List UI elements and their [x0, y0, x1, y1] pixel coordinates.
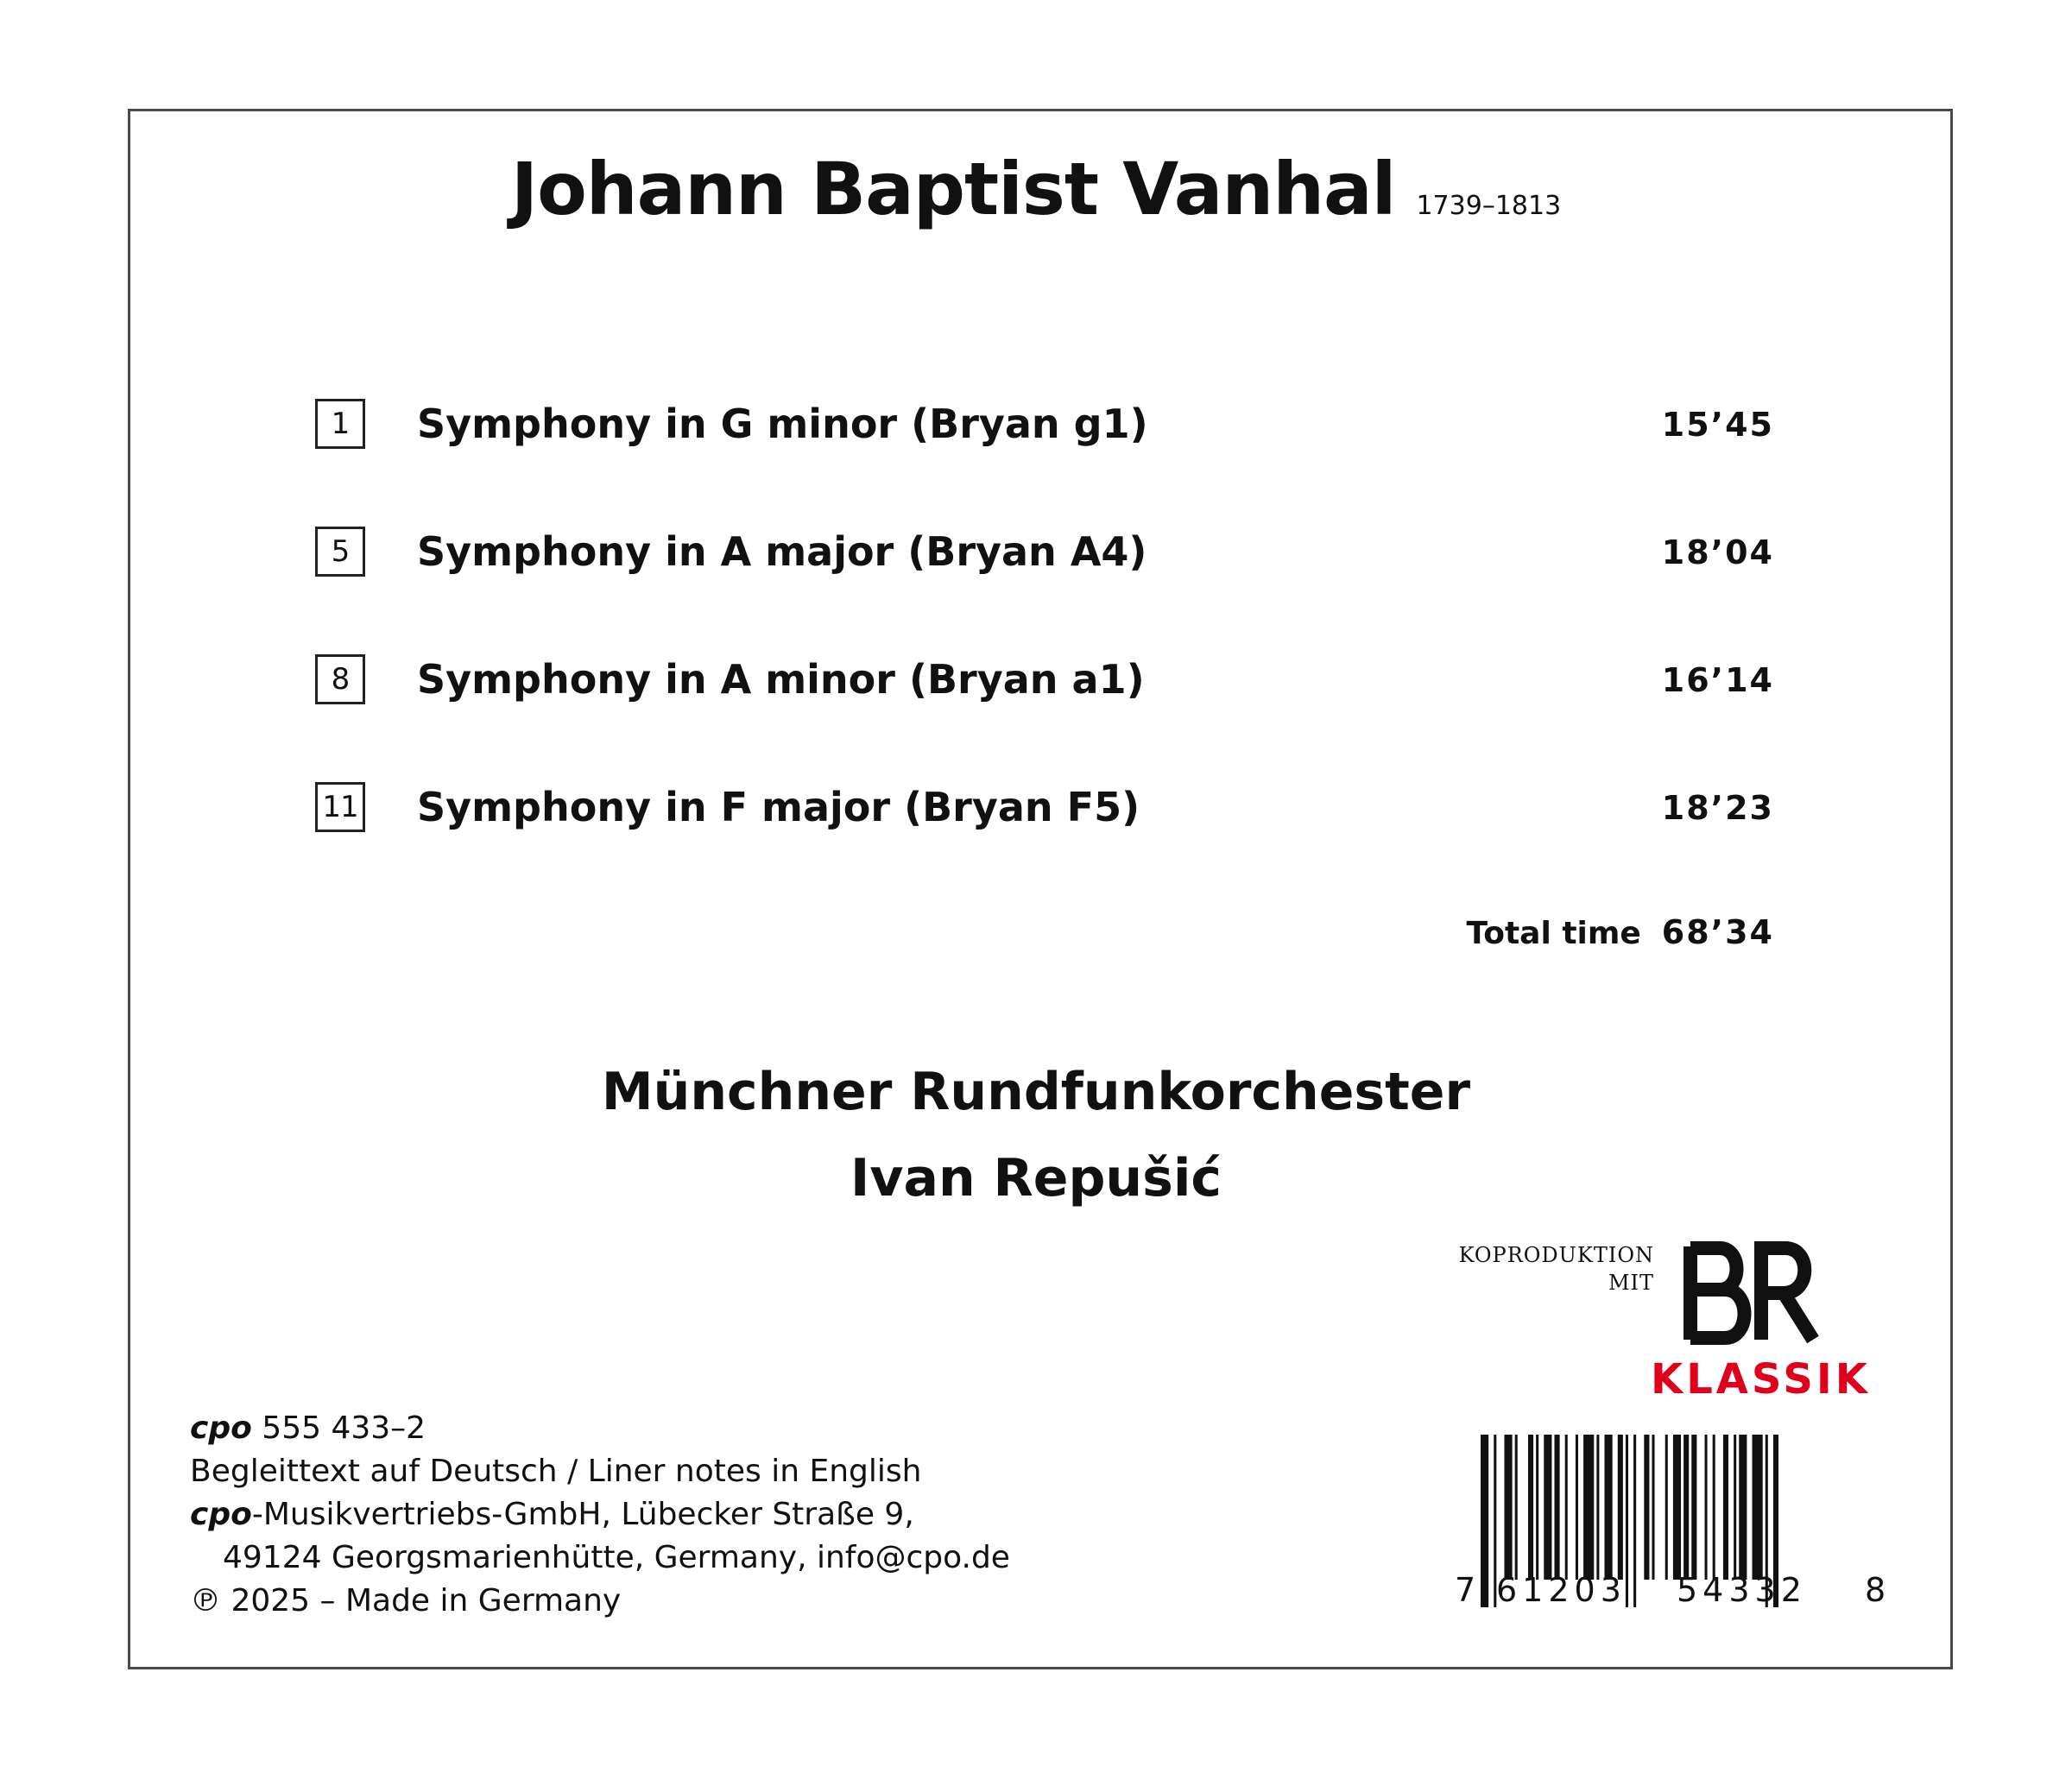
barcode-digits: 54332 [1677, 1571, 1807, 1609]
barcode-bar [1705, 1435, 1708, 1580]
track-duration: 18’04 [1661, 533, 1774, 571]
barcode-bar [1734, 1435, 1736, 1580]
copyright-line: ℗ 2025 – Made in Germany [190, 1583, 622, 1618]
track-title: Symphony in A minor (Bryan a1) [417, 656, 1145, 703]
barcode-digit: 7 [1455, 1571, 1481, 1609]
company-address: -Musikvertriebs-GmbH, Lübecker Straße 9, [251, 1497, 914, 1532]
barcode-digits: 61203 [1496, 1571, 1627, 1609]
barcode-bar [1691, 1435, 1696, 1580]
barcode-bar [1605, 1435, 1613, 1580]
track-title: Symphony in F major (Bryan F5) [417, 784, 1140, 830]
coproduction-label [1416, 1241, 1654, 1297]
barcode-bar [1528, 1435, 1533, 1580]
composer-name: Johann Baptist Vanhal [510, 147, 1396, 231]
barcode-bar [1583, 1435, 1594, 1580]
track-row [315, 527, 1774, 582]
track-number: 8 [315, 654, 365, 704]
track-row [315, 782, 1774, 837]
br-logo-icon [1682, 1241, 1820, 1345]
total-time [1466, 913, 1774, 951]
catalog-number: 555 433–2 [262, 1410, 426, 1446]
track-title: Symphony in G minor (Bryan g1) [417, 401, 1148, 447]
barcode-bar [1576, 1435, 1578, 1580]
barcode-bar [1554, 1435, 1559, 1580]
cpo-brand: cpo [190, 1410, 252, 1446]
barcode-bar [1536, 1435, 1538, 1580]
catalog-line [190, 1407, 1010, 1450]
track-duration: 15’45 [1661, 406, 1774, 444]
barcode-bar [1665, 1435, 1668, 1580]
barcode-bar [1544, 1435, 1551, 1580]
track-number: 11 [315, 782, 365, 832]
total-time-value: 68’34 [1661, 913, 1774, 951]
track-duration: 18’23 [1661, 789, 1774, 827]
track-number: 5 [315, 527, 365, 577]
cpo-brand: cpo [190, 1497, 252, 1532]
barcode-bar [1723, 1435, 1728, 1580]
barcode-bar [1644, 1435, 1649, 1580]
barcode-bar [1684, 1435, 1689, 1580]
barcode-bar [1481, 1435, 1488, 1607]
barcode-bar [1596, 1435, 1599, 1580]
barcode-bar [1752, 1435, 1762, 1580]
barcode-bar [1515, 1435, 1518, 1580]
track-row [315, 399, 1774, 454]
barcode-bar [1618, 1435, 1623, 1580]
barcode-bar [1565, 1435, 1568, 1580]
track-duration: 16’14 [1661, 661, 1774, 699]
barcode-digit: 8 [1865, 1571, 1892, 1609]
coproduction-line1: KOPRODUKTION [1458, 1243, 1654, 1267]
barcode-bar [1652, 1435, 1654, 1580]
title-row [0, 147, 2072, 231]
barcode-bar [1739, 1435, 1747, 1580]
total-time-label: Total time [1466, 916, 1641, 951]
orchestra-name: Münchner Rundfunkorchester [601, 1062, 1471, 1122]
company-line [190, 1493, 1010, 1536]
barcode-bar [1504, 1435, 1512, 1580]
track-number: 1 [315, 399, 365, 449]
barcode-bar [1633, 1435, 1636, 1607]
br-klassik-wordmark: KLASSIK [1651, 1355, 1871, 1404]
track-row [315, 654, 1774, 710]
label-info [190, 1407, 1010, 1623]
barcode-bar [1713, 1435, 1715, 1580]
liner-notes-line: Begleittext auf Deutsch / Liner notes in English [190, 1454, 922, 1489]
composer-dates: 1739–1813 [1416, 191, 1562, 221]
barcode-bar [1673, 1435, 1681, 1580]
conductor-name: Ivan Repušić [850, 1148, 1222, 1208]
coproduction-line2: MIT [1608, 1271, 1654, 1295]
address-line: 49124 Georgsmarienhütte, Germany, info@cpo.de [223, 1540, 1010, 1575]
track-title: Symphony in A major (Bryan A4) [417, 528, 1147, 575]
